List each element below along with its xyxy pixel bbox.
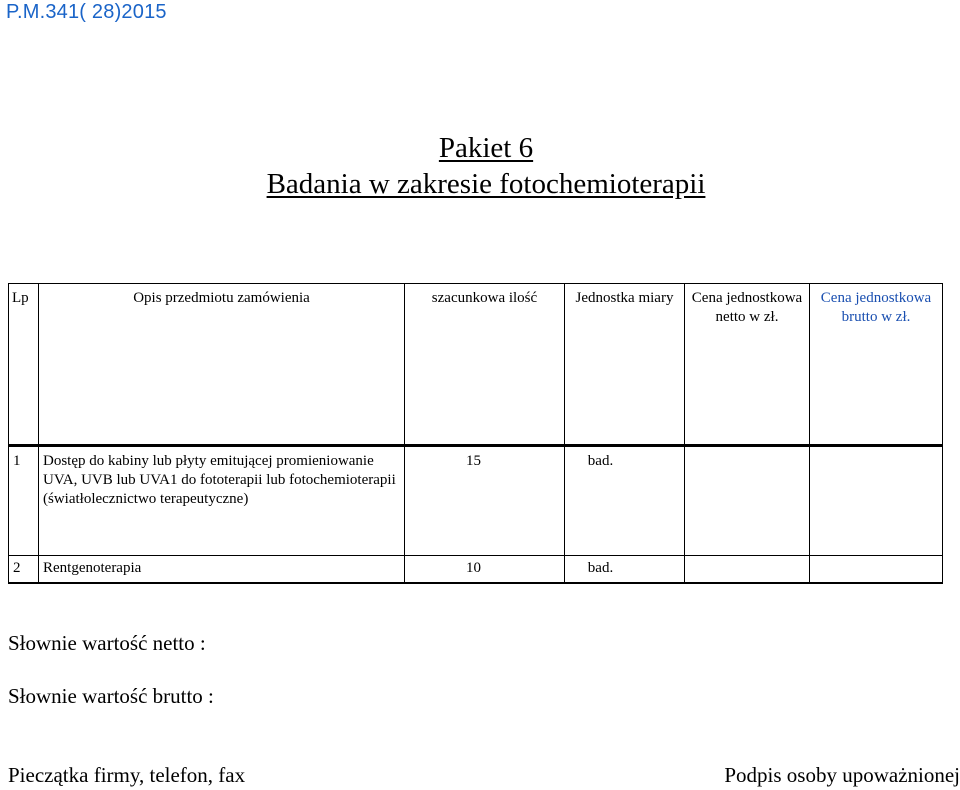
row-quantity: 10	[405, 556, 565, 584]
net-value-in-words: Słownie wartość netto :	[8, 631, 206, 655]
header-description: Opis przedmiotu zamówienia	[39, 284, 405, 446]
row-unit: bad.	[565, 446, 685, 556]
offer-table	[8, 283, 943, 584]
table-header-row	[9, 284, 943, 446]
row-unit: bad.	[565, 556, 685, 584]
company-stamp-label: Pieczątka firmy, telefon, fax	[8, 763, 246, 787]
header-unit: Jednostka miary	[565, 284, 685, 446]
table-row	[9, 446, 943, 556]
row-quantity: 15	[405, 446, 565, 556]
gross-value-in-words: Słownie wartość brutto :	[8, 684, 214, 708]
header-lp: Lp	[9, 284, 39, 446]
row-unit-price-gross[interactable]	[810, 556, 943, 584]
table-row	[9, 556, 943, 584]
package-subtitle: Badania w zakresie fotochemioterapii	[266, 168, 706, 200]
document-reference: P.M.341( 28)2015	[6, 1, 167, 23]
package-title: Pakiet 6	[438, 132, 534, 164]
row-unit-price-net[interactable]	[685, 446, 810, 556]
row-unit-price-gross[interactable]	[810, 446, 943, 556]
row-lp: 1	[9, 446, 39, 556]
row-unit-price-net[interactable]	[685, 556, 810, 584]
row-description: Dostęp do kabiny lub płyty emitującej promieniowanie UVA, UVB lub UVA1 do fototerapii lub fotochemioterapii (światłolecznictwo terapeutyczne)	[39, 446, 405, 556]
header-unit-price-net: Cena jednostkowa netto w zł.	[685, 284, 810, 446]
header-quantity: szacunkowa ilość	[405, 284, 565, 446]
header-unit-price-gross: Cena jednostkowa brutto w zł.	[810, 284, 943, 446]
title-block	[0, 130, 960, 202]
authorized-signature-label: Podpis osoby upoważnionej	[724, 763, 960, 787]
row-description: Rentgenoterapia	[39, 556, 405, 584]
row-lp: 2	[9, 556, 39, 584]
